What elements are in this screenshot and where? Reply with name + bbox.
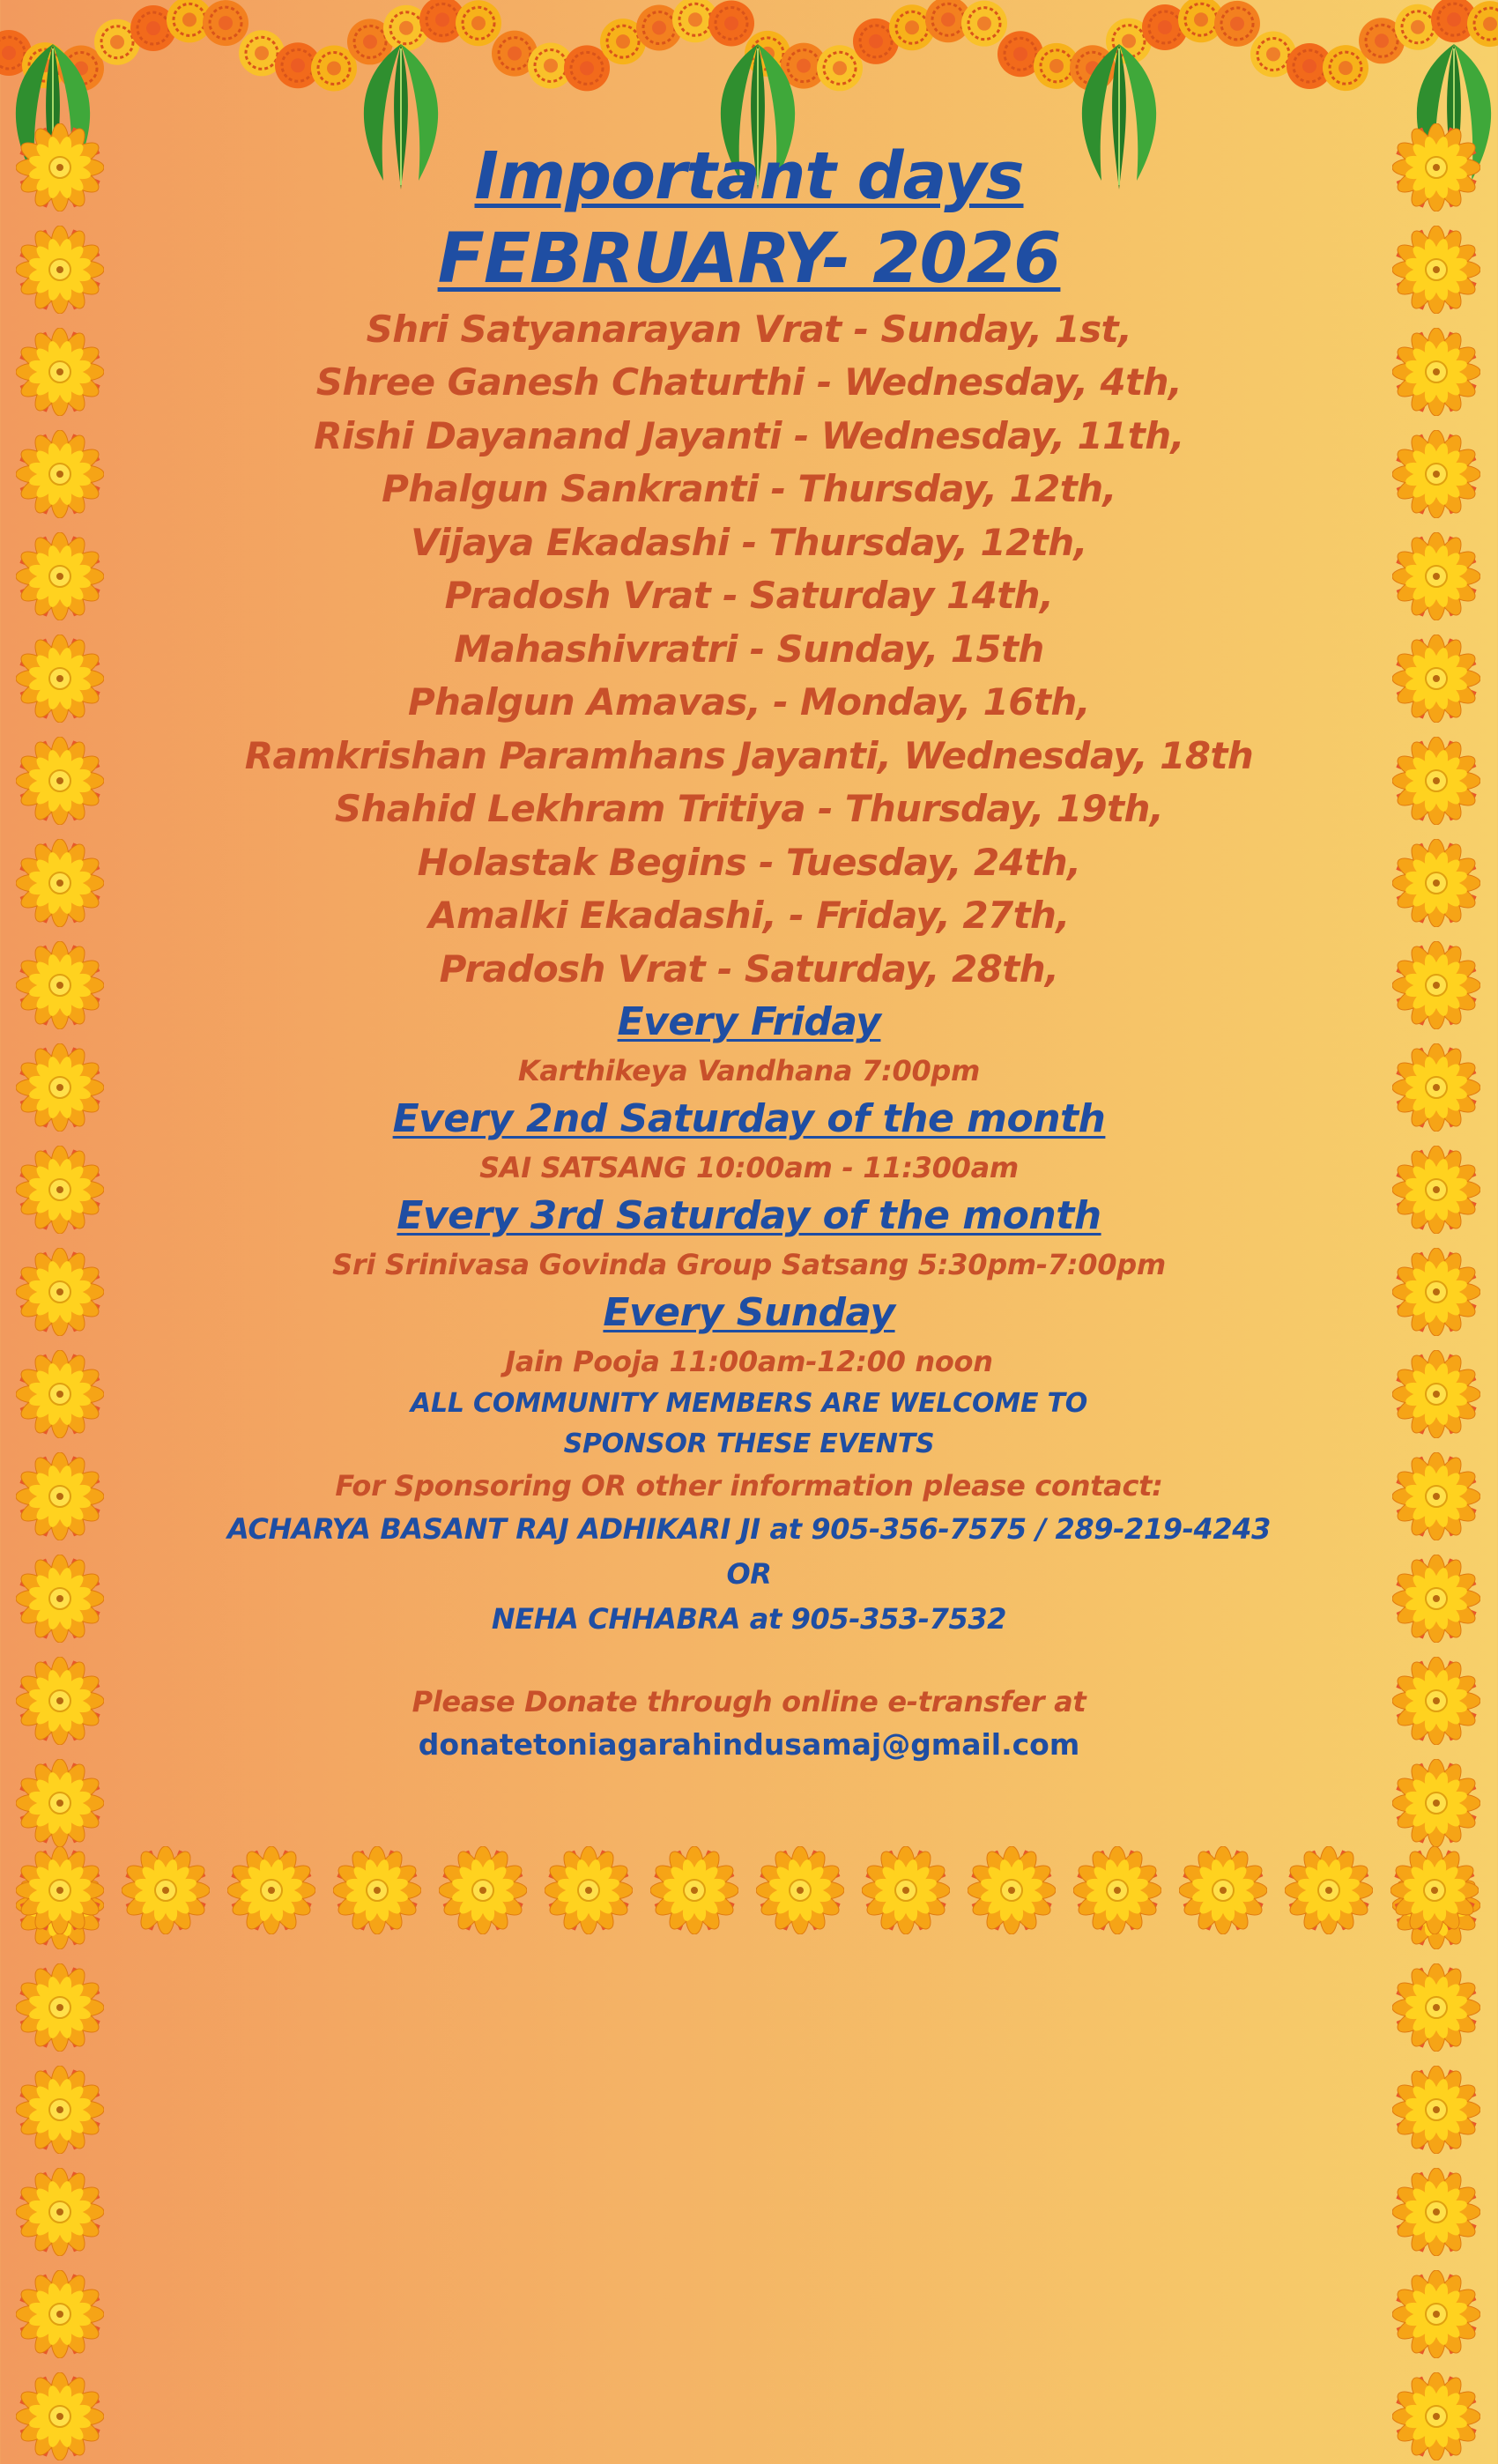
yellow-flower-icon bbox=[16, 941, 104, 1029]
event-item: Mahashivratri - Sunday, 15th bbox=[454, 627, 1044, 671]
yellow-flower-icon bbox=[16, 2168, 104, 2256]
yellow-flower-icon bbox=[16, 1555, 104, 1643]
contact-prompt: For Sponsoring OR other information please contact: bbox=[335, 1469, 1163, 1503]
yellow-flower-icon bbox=[650, 1846, 738, 1934]
yellow-flower-icon bbox=[968, 1846, 1056, 1934]
yellow-flower-icon bbox=[16, 839, 104, 927]
yellow-flower-icon bbox=[16, 2066, 104, 2154]
event-item: Vijaya Ekadashi - Thursday, 12th, bbox=[411, 520, 1087, 564]
event-item: Shri Satyanarayan Vrat - Sunday, 1st, bbox=[366, 307, 1132, 351]
donate-email[interactable]: donatetoniagarahindusamaj@gmail.com bbox=[418, 1727, 1080, 1763]
yellow-flower-icon bbox=[16, 1759, 104, 1847]
yellow-flower-icon bbox=[16, 1043, 104, 1132]
yellow-flower-icon bbox=[16, 2372, 104, 2460]
yellow-flower-icon bbox=[1390, 1846, 1479, 1934]
spacer bbox=[176, 1642, 1322, 1681]
month-title: FEBRUARY- 2026 bbox=[437, 219, 1061, 299]
yellow-flower-icon bbox=[1392, 2066, 1480, 2154]
yellow-flower-icon bbox=[1392, 2372, 1480, 2460]
marigold-icon bbox=[708, 0, 754, 46]
yellow-flower-icon bbox=[227, 1846, 315, 1934]
marigold-icon bbox=[203, 0, 248, 46]
yellow-flower-icon bbox=[1392, 1146, 1480, 1234]
yellow-flower-icon bbox=[1392, 226, 1480, 314]
contact-neha: NEHA CHHABRA at 905-353-7532 bbox=[491, 1602, 1007, 1636]
yellow-flower-icon bbox=[1392, 123, 1480, 212]
yellow-flower-icon bbox=[1392, 1248, 1480, 1336]
yellow-flower-icon bbox=[1392, 1555, 1480, 1643]
yellow-flower-icon bbox=[1392, 1657, 1480, 1745]
yellow-flower-icon bbox=[16, 328, 104, 416]
yellow-flower-icon bbox=[16, 737, 104, 825]
event-item: Phalgun Sankranti - Thursday, 12th, bbox=[382, 467, 1116, 511]
recurring-events bbox=[176, 996, 1322, 1384]
yellow-flower-icon bbox=[1392, 1963, 1480, 2052]
event-item: Shahid Lekhram Tritiya - Thursday, 19th, bbox=[334, 787, 1164, 831]
event-item: Pradosh Vrat - Saturday 14th, bbox=[444, 574, 1054, 618]
yellow-flower-icon bbox=[16, 1657, 104, 1745]
event-item: Shree Ganesh Chaturthi - Wednesday, 4th, bbox=[315, 360, 1183, 404]
marigold-icon bbox=[456, 0, 501, 46]
yellow-flower-icon bbox=[16, 1350, 104, 1438]
yellow-flower-icon bbox=[1392, 1043, 1480, 1132]
event-item: Pradosh Vrat - Saturday, 28th, bbox=[439, 946, 1059, 991]
marigold-icon bbox=[1323, 45, 1368, 91]
yellow-flower-icon bbox=[16, 430, 104, 518]
yellow-flower-icon bbox=[1392, 635, 1480, 723]
recurring-heading: Every Friday bbox=[617, 999, 881, 1045]
event-item: Amalki Ekadashi, - Friday, 27th, bbox=[428, 894, 1070, 938]
yellow-flower-icon bbox=[16, 2270, 104, 2358]
donate-line: Please Donate through online e-transfer at bbox=[412, 1685, 1086, 1719]
yellow-flower-icon bbox=[545, 1846, 633, 1934]
event-item: Ramkrishan Paramhans Jayanti, Wednesday, 18th bbox=[244, 733, 1254, 777]
welcome-line-2: SPONSOR THESE EVENTS bbox=[563, 1429, 935, 1460]
recurring-detail: Jain Pooja 11:00am-12:00 noon bbox=[505, 1345, 993, 1379]
yellow-flower-icon bbox=[1392, 2168, 1480, 2256]
yellow-flower-icon bbox=[16, 1248, 104, 1336]
yellow-flower-icon bbox=[16, 1963, 104, 2052]
yellow-flower-icon bbox=[1073, 1846, 1161, 1934]
yellow-flower-icon bbox=[16, 1846, 104, 1934]
recurring-heading: Every 3rd Saturday of the month bbox=[397, 1193, 1101, 1239]
yellow-flower-icon bbox=[1392, 430, 1480, 518]
yellow-flower-icon bbox=[333, 1846, 421, 1934]
recurring-detail: Sri Srinivasa Govinda Group Satsang 5:30pm-7:00pm bbox=[332, 1248, 1166, 1282]
recurring-heading: Every Sunday bbox=[603, 1290, 895, 1336]
recurring-detail: SAI SATSANG 10:00am - 11:300am bbox=[479, 1151, 1019, 1185]
yellow-flower-icon bbox=[1392, 328, 1480, 416]
yellow-flower-icon bbox=[16, 635, 104, 723]
yellow-flower-icon bbox=[122, 1846, 210, 1934]
yellow-flower-icon bbox=[439, 1846, 527, 1934]
marigold-icon bbox=[1214, 1, 1260, 47]
yellow-flower-icon bbox=[1392, 941, 1480, 1029]
page-title: Important days bbox=[474, 138, 1024, 214]
yellow-flower-icon bbox=[756, 1846, 844, 1934]
events-list bbox=[176, 303, 1322, 997]
flyer-content bbox=[176, 138, 1322, 1767]
yellow-flower-icon bbox=[1285, 1846, 1373, 1934]
yellow-flower-icon bbox=[1392, 1452, 1480, 1540]
yellow-flower-icon bbox=[1179, 1846, 1267, 1934]
yellow-flower-icon bbox=[16, 1146, 104, 1234]
event-item: Rishi Dayanand Jayanti - Wednesday, 11th, bbox=[314, 413, 1184, 457]
yellow-flower-icon bbox=[1392, 2270, 1480, 2358]
yellow-flower-icon bbox=[16, 226, 104, 314]
bottom-flower-border bbox=[16, 1846, 1482, 1939]
event-item: Phalgun Amavas, - Monday, 16th, bbox=[407, 680, 1090, 724]
yellow-flower-icon bbox=[1392, 532, 1480, 620]
welcome-line-1: ALL COMMUNITY MEMBERS ARE WELCOME TO bbox=[410, 1388, 1088, 1420]
yellow-flower-icon bbox=[862, 1846, 950, 1934]
yellow-flower-icon bbox=[16, 1452, 104, 1540]
contact-acharya: ACHARYA BASANT RAJ ADHIKARI JI at 905-356-7575 / 289-219-4243 bbox=[227, 1512, 1271, 1547]
yellow-flower-icon bbox=[1392, 737, 1480, 825]
recurring-heading: Every 2nd Saturday of the month bbox=[392, 1096, 1106, 1142]
recurring-detail: Karthikeya Vandhana 7:00pm bbox=[517, 1054, 981, 1088]
marigold-icon bbox=[961, 1, 1007, 47]
yellow-flower-icon bbox=[16, 532, 104, 620]
yellow-flower-icon bbox=[16, 123, 104, 212]
yellow-flower-icon bbox=[1392, 1759, 1480, 1847]
event-item: Holastak Begins - Tuesday, 24th, bbox=[417, 840, 1081, 884]
yellow-flower-icon bbox=[1392, 1350, 1480, 1438]
yellow-flower-icon bbox=[1392, 839, 1480, 927]
contact-or: OR bbox=[726, 1557, 772, 1592]
